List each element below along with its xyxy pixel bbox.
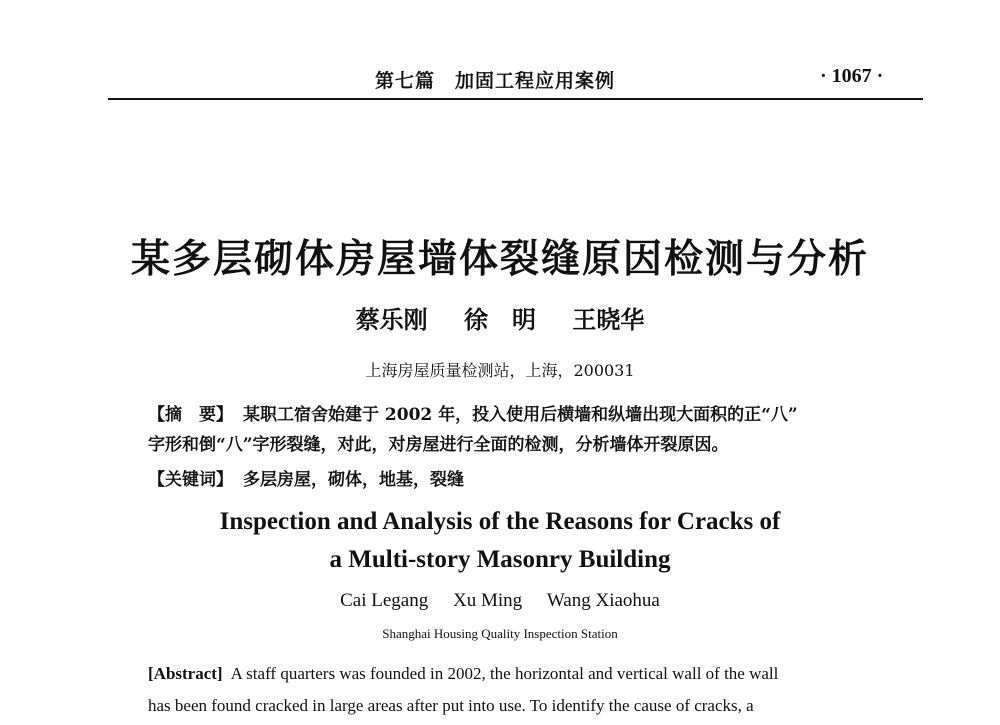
author-cn-2: 徐 明: [464, 305, 536, 334]
author-en-2: Xu Ming: [452, 590, 523, 611]
affiliation-cn: 上海房屋质量检测站，上海，200031: [365, 361, 635, 380]
abstract-en-line-2: has been found cracked in large areas after put into use. To identify the cause of cracks, a: [148, 696, 754, 715]
keywords-cn-text: 多层房屋，砌体，地基，裂缝: [243, 470, 464, 490]
paper-title-en-line-2: a Multi-story Masonry Building: [329, 546, 671, 573]
author-cn-3: 王晓华: [572, 305, 645, 334]
authors-cn: [0, 300, 1000, 335]
header-rule: [108, 98, 923, 100]
abstract-cn-tag: 【摘 要】: [148, 405, 233, 425]
paper-title-cn: 某多层砌体房屋墙体裂缝原因检测与分析: [130, 236, 869, 282]
page-number: · 1067 ·: [820, 65, 884, 87]
abstract-en-text-1: A staff quarters was founded in 2002, the horizontal and vertical wall of the wall: [230, 664, 779, 683]
author-en-1: Cai Legang: [340, 590, 429, 611]
author-cn-1: 蔡乐刚: [355, 305, 428, 334]
abstract-en-line-1: [148, 664, 778, 684]
abstract-cn-line-1: [148, 400, 798, 425]
keywords-cn: [148, 465, 464, 490]
affiliation-en: Shanghai Housing Quality Inspection Station: [382, 626, 618, 641]
running-header-section: 第七篇 加固工程应用案例: [375, 70, 616, 92]
author-en-3: Wang Xiaohua: [546, 590, 660, 611]
paper-title-en-line-1: Inspection and Analysis of the Reasons for Cracks of: [219, 508, 781, 535]
abstract-en-tag: [Abstract]: [148, 664, 223, 683]
abstract-cn-line-2: 字形和倒“八”字形裂缝，对此，对房屋进行全面的检测，分析墙体开裂原因。: [148, 435, 729, 455]
abstract-cn-text-1: 某职工宿舍始建于 2002 年，投入使用后横墙和纵墙出现大面积的正“八”: [243, 405, 798, 425]
keywords-cn-tag: 【关键词】: [148, 470, 233, 490]
authors-en: [0, 590, 1000, 612]
